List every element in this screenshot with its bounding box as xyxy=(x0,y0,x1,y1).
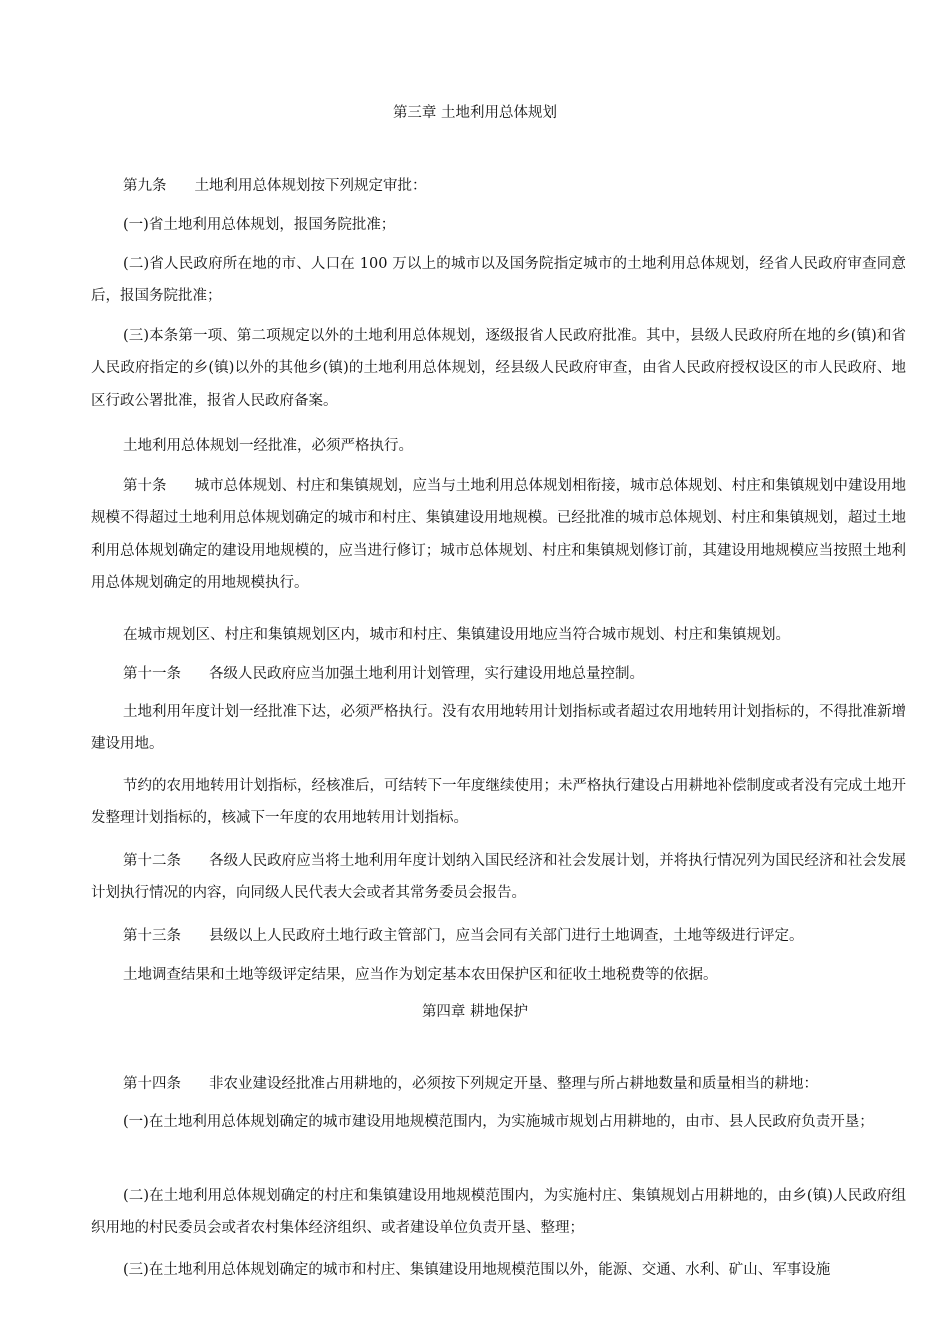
article-14-item-1: (一)在土地利用总体规划确定的城市建设用地规模范围内，为实施城市规划占用耕地的，由市、县人民政府负责开垦； xyxy=(123,1114,874,1130)
article-14-item-3: (三)在土地利用总体规划确定的城市和村庄、集镇建设用地规模范围以外，能源、交通、水利、矿山、军事设施 xyxy=(123,1262,831,1278)
article-14-text: 非农业建设经批准占用耕地的，必须按下列规定开垦、整理与所占耕地数量和质量相当的耕地： xyxy=(209,1076,818,1092)
article-12-text: 各级人民政府应当将土地利用年度计划纳入国民经济和社会发展计划，并将执行情况列为国民经济和社会发展计划执行情况的内容，向同级人民代表大会或者其常务委员会报告。 xyxy=(91,853,906,902)
article-13-label: 第十三条 xyxy=(123,928,181,944)
article-11 xyxy=(91,658,906,690)
article-9-text: 土地利用总体规划按下列规定审批： xyxy=(194,178,427,194)
article-11-label: 第十一条 xyxy=(123,666,181,682)
article-11-paragraph-2: 土地利用年度计划一经批准下达，必须严格执行。没有农用地转用计划指标或者超过农用地转用计划指标的，不得批准新增建设用地。 xyxy=(91,704,906,753)
article-9-label: 第九条 xyxy=(123,178,167,194)
article-13 xyxy=(91,920,906,952)
article-10-label: 第十条 xyxy=(123,478,167,494)
article-9 xyxy=(91,170,906,202)
article-12-label: 第十二条 xyxy=(123,853,182,869)
article-14-item-2: (二)在土地利用总体规划确定的村庄和集镇建设用地规模范围内，为实施村庄、集镇规划占用耕地的，由乡(镇)人民政府组织用地的村民委员会或者农村集体经济组织、或者建设单位负责开垦、整理； xyxy=(91,1188,906,1237)
article-12 xyxy=(91,845,906,910)
article-10-text: 城市总体规划、村庄和集镇规划，应当与土地利用总体规划相衔接，城市总体规划、村庄和集镇规划中建设用地规模不得超过土地利用总体规划确定的城市和村庄、集镇建设用地规模。已经批准的城市总体规划、村庄和集镇规划，超过土地利用总体规划确定的建设用地规模的，应当进行修订；城市总体规划、村庄和集镇规划修订前，其建设用地规模应当按照土地利用总体规划确定的用地规模执行。 xyxy=(91,478,906,592)
article-13-paragraph-2: 土地调查结果和土地等级评定结果，应当作为划定基本农田保护区和征收土地税费等的依据。 xyxy=(123,967,718,983)
article-9-item-1: (一)省土地利用总体规划，报国务院批准； xyxy=(123,217,396,233)
article-9-item-3: (三)本条第一项、第二项规定以外的土地利用总体规划，逐级报省人民政府批准。其中，县级人民政府所在地的乡(镇)和省人民政府指定的乡(镇)以外的其他乡(镇)的土地利用总体规划，经县级人民政府审查，由省人民政府授权设区的市人民政府、地区行政公署批准，报省人民政府备案。 xyxy=(91,328,906,409)
chapter-3-heading: 第三章 土地利用总体规划 xyxy=(392,105,558,121)
chapter-4-heading: 第四章 耕地保护 xyxy=(421,1004,529,1020)
article-9-paragraph-2: 土地利用总体规划一经批准，必须严格执行。 xyxy=(123,438,413,454)
article-13-text: 县级以上人民政府土地行政主管部门，应当会同有关部门进行土地调查，土地等级进行评定。 xyxy=(209,928,804,944)
article-10-paragraph-2: 在城市规划区、村庄和集镇规划区内，城市和村庄、集镇建设用地应当符合城市规划、村庄和集镇规划。 xyxy=(123,627,790,643)
article-14-label: 第十四条 xyxy=(123,1076,181,1092)
article-10 xyxy=(91,470,906,600)
article-11-paragraph-3: 节约的农用地转用计划指标，经核准后，可结转下一年度继续使用；未严格执行建设占用耕地补偿制度或者没有完成土地开发整理计划指标的，核减下一年度的农用地转用计划指标。 xyxy=(91,778,906,827)
article-9-item-2: (二)省人民政府所在地的市、人口在 100 万以上的城市以及国务院指定城市的土地利用总体规划，经省人民政府审查同意后，报国务院批准； xyxy=(91,256,906,305)
article-11-text: 各级人民政府应当加强土地利用计划管理，实行建设用地总量控制。 xyxy=(209,666,644,682)
article-14 xyxy=(91,1068,906,1100)
